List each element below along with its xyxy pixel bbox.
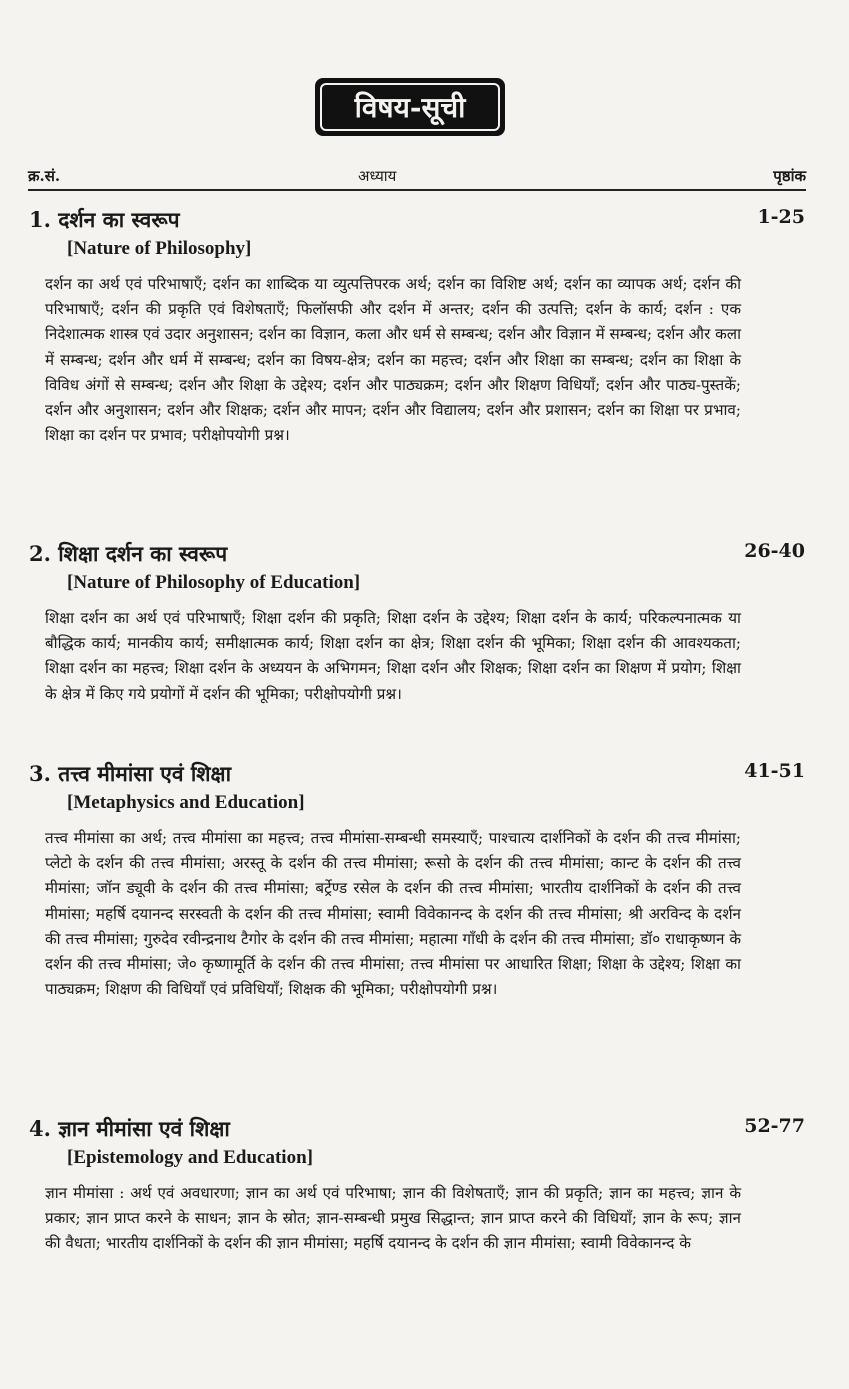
title-box <box>315 78 505 136</box>
page-column-header: पृष्ठांक <box>773 167 806 185</box>
chapter-title: 2. शिक्षा दर्शन का स्वरूप <box>29 541 228 566</box>
chapter-title: 4. ज्ञान मीमांसा एवं शिक्षा <box>29 1116 230 1141</box>
chapter-english-title: [Epistemology and Education] <box>67 1147 313 1168</box>
chapter-topics: तत्त्व मीमांसा का अर्थ; तत्त्व मीमांसा का महत्त्व; तत्त्व मीमांसा-सम्बन्धी समस्याएँ; पाश्चात्य दार्शनिकों के दर्शन की तत्त्व मीमांसा; प्लेटो के दर्शन की तत्त्व मीमांसा; अरस्तू के दर्शन की तत्त्व मीमांसा; रूसो के दर्शन की तत्त्व मीमांसा; कान्ट के दर्शन की तत्त्व मीमांसा; जॉन ड्यूवी के दर्शन की तत्त्व मीमांसा; बर्ट्रेण्ड रसेल के दर्शन की तत्त्व मीमांसा; भारतीय दार्शनिकों के दर्शन की तत्त्व मीमांसा; महर्षि दयानन्द सरस्वती के दर्शन की तत्त्व मीमांसा; स्वामी विवेकानन्द के दर्शन की तत्त्व मीमांसा; श्री अरविन्द के दर्शन की तत्त्व मीमांसा; गुरुदेव रवीन्द्रनाथ टैगोर के दर्शन की तत्त्व मीमांसा; महात्मा गाँधी के दर्शन की तत्त्व मीमांसा; डॉ० राधाकृष्णन के दर्शन की तत्त्व मीमांसा; जे० कृष्णामूर्ति के दर्शन की तत्त्व मीमांसा; तत्त्व मीमांसा पर आधारित शिक्षा; शिक्षा के उद्देश्य; शिक्षा का पाठ्यक्रम; शिक्षण की विधियाँ एवं प्रविधियाँ; शिक्षक की भूमिका; परीक्षोपयोगी प्रश्न। <box>45 829 742 999</box>
chapter-english-title: [Metaphysics and Education] <box>67 792 305 813</box>
chapter-title: 1. दर्शन का स्वरूप <box>29 207 180 232</box>
serial-column-header: क्र.सं. <box>28 167 61 185</box>
header-divider <box>28 189 806 191</box>
chapter-topics: ज्ञान मीमांसा : अर्थ एवं अवधारणा; ज्ञान का अर्थ एवं परिभाषा; ज्ञान की विशेषताएँ; ज्ञान की प्रकृति; ज्ञान का महत्त्व; ज्ञान के प्रकार; ज्ञान प्राप्त करने के साधन; ज्ञान के स्रोत; ज्ञान-सम्बन्धी प्रमुख सिद्धान्त; ज्ञान प्राप्त करने की विधियाँ; ज्ञान के रूप; ज्ञान की वैधता; भारतीय दार्शनिकों के दर्शन की ज्ञान मीमांसा; महर्षि दयानन्द के दर्शन की ज्ञान मीमांसा; स्वामी विवेकानन्द के <box>45 1184 741 1253</box>
chapter-title: 3. तत्त्व मीमांसा एवं शिक्षा <box>29 761 232 786</box>
column-header-row <box>28 166 806 188</box>
chapter-english-title: [Nature of Philosophy] <box>67 238 252 259</box>
title-box-inner <box>320 83 500 131</box>
page-title: विषय-सूची <box>354 91 466 124</box>
chapter-pages: 41-51 <box>744 760 805 782</box>
chapter-english-title: [Nature of Philosophy of Education] <box>67 572 361 593</box>
chapter-topics: शिक्षा दर्शन का अर्थ एवं परिभाषाएँ; शिक्षा दर्शन की प्रकृति; शिक्षा दर्शन के उद्देश्य; शिक्षा दर्शन के कार्य; परिकल्पनात्मक या बौद्धिक कार्य; मानकीय कार्य; समीक्षात्मक कार्य; शिक्षा दर्शन का क्षेत्र; शिक्षा दर्शन की भूमिका; शिक्षा दर्शन की आवश्यकता; शिक्षा दर्शन का महत्त्व; शिक्षा दर्शन के अध्ययन के अभिगमन; शिक्षा दर्शन और शिक्षक; शिक्षा दर्शन का शिक्षण में प्रयोग; शिक्षा के क्षेत्र में किए गये प्रयोगों में दर्शन की भूमिका; परीक्षोपयोगी प्रश्न। <box>45 609 741 703</box>
chapter-topics: दर्शन का अर्थ एवं परिभाषाएँ; दर्शन का शाब्दिक या व्युत्पत्तिपरक अर्थ; दर्शन का विशिष्ट अर्थ; दर्शन का व्यापक अर्थ; दर्शन की परिभाषाएँ; दर्शन की प्रकृति एवं विशेषताएँ; फिलॉसफी और दर्शन में अन्तर; दर्शन की उत्पत्ति; दर्शन के कार्य; दर्शन : एक निदेशात्मक शास्त्र एवं उदार अनुशासन; दर्शन का विज्ञान, कला और धर्म से सम्बन्ध; दर्शन और विज्ञान में सम्बन्ध; दर्शन और कला में सम्बन्ध; दर्शन और धर्म में सम्बन्ध; दर्शन का विषय-क्षेत्र; दर्शन का महत्त्व; दर्शन और शिक्षा का सम्बन्ध; दर्शन का शिक्षा के विविध अंगों से सम्बन्ध; दर्शन और शिक्षा के उद्देश्य; दर्शन और पाठ्यक्रम; दर्शन और शिक्षण विधियाँ; दर्शन और पाठ्य-पुस्तकें; दर्शन और अनुशासन; दर्शन और शिक्षक; दर्शन और मापन; दर्शन और विद्यालय; दर्शन और प्रशासन; दर्शन का शिक्षा पर प्रभाव; शिक्षा का दर्शन पर प्रभाव; परीक्षोपयोगी प्रश्न। <box>45 275 742 445</box>
chapter-pages: 1-25 <box>757 206 805 228</box>
chapter-pages: 52-77 <box>744 1115 805 1137</box>
chapter-column-header: अध्याय <box>358 167 397 185</box>
chapter-pages: 26-40 <box>744 540 805 562</box>
